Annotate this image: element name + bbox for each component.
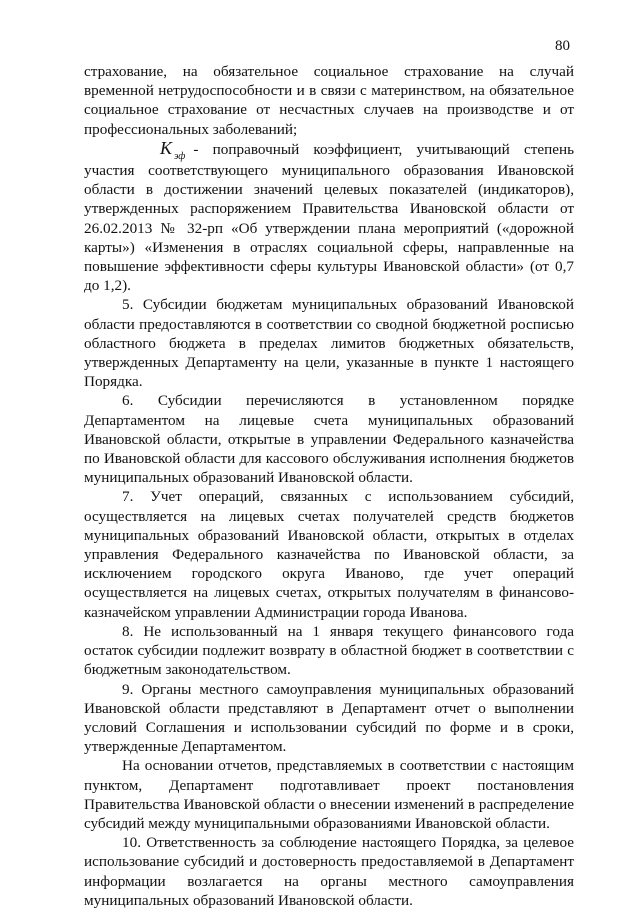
paragraph-9: 9. Органы местного самоуправления муниципальных образований Ивановской области представляют в Департамент отчет о выполнении условий Соглашения и использовании субсидий по форме и в сроки, утвержденные Департаментом. [84,680,574,756]
coefficient-description: - поправочный коэффициент, учитывающий степень участия соответствующего муниципального образования Ивановской области в достижении значений целевых показателей (индикаторов), утвержденных распоряжением Правительства Ивановской области от 26.02.2013 № 32-рп «Об утверждении плана мероприятий («дорожной карты») «Изменения в отраслях социальной сферы, направленные на повышение эффективности сферы культуры Ивановской области» (от 0,7 до 1,2). [84,140,574,295]
coefficient-symbol: K [160,137,173,158]
paragraph-7: 7. Учет операций, связанных с использованием субсидий, осуществляется на лицевых счетах получателей средств бюджетов муниципальных образований Ивановской области, открытых в отделах управления Федерального казначейства по Ивановской области, за исключением городского округа Иваново, где учет операций осуществляется на лицевых счетах, открытых получателям в финансово-казначейском управлении Администрации города Иванова. [84,488,574,621]
paragraph-10: 10. Ответственность за соблюдение настоящего Порядка, за целевое использование субсидий и достоверность предоставляемой в Департамент информации возлагается на органы местного самоуправления муниципальных образований Ивановской области. [84,834,574,909]
paragraph-6: 6. Субсидии перечисляются в установленном порядке Департаментом на лицевые счета муниципальных образований Ивановской области, открытые в управлении Федерального казначейства по Ивановской области для кассового обслуживания исполнения бюджетов муниципальных образований Ивановской области. [84,392,574,487]
page-number: 80 [555,38,570,54]
paragraph-coefficient [84,139,574,296]
document-body [84,62,574,910]
paragraph-continuation: страхование, на обязательное социальное страхование на случай временной нетрудоспособности и в связи с материнством, на обязательное социальное страхование от несчастных случаев на производстве и от профессиональных заболеваний; [84,63,574,138]
paragraph-9-continuation: На основании отчетов, представляемых в соответствии с настоящим пунктом, Департамент подготавливает проект постановления Правительства Ивановской области о внесении изменений в распределение субсидий между муниципальными образованиями Ивановской области. [84,757,574,832]
coefficient-subscript: эф [174,150,186,162]
paragraph-5: 5. Субсидии бюджетам муниципальных образований Ивановской области предоставляются в соответствии со сводной бюджетной росписью областного бюджета в пределах лимитов бюджетных обязательств, утвержденных Департаменту на цели, указанные в пункте 1 настоящего Порядка. [84,296,574,391]
paragraph-8: 8. Не использованный на 1 января текущего финансового года остаток субсидии подлежит возврату в областной бюджет в соответствии с бюджетным законодательством. [84,622,574,679]
